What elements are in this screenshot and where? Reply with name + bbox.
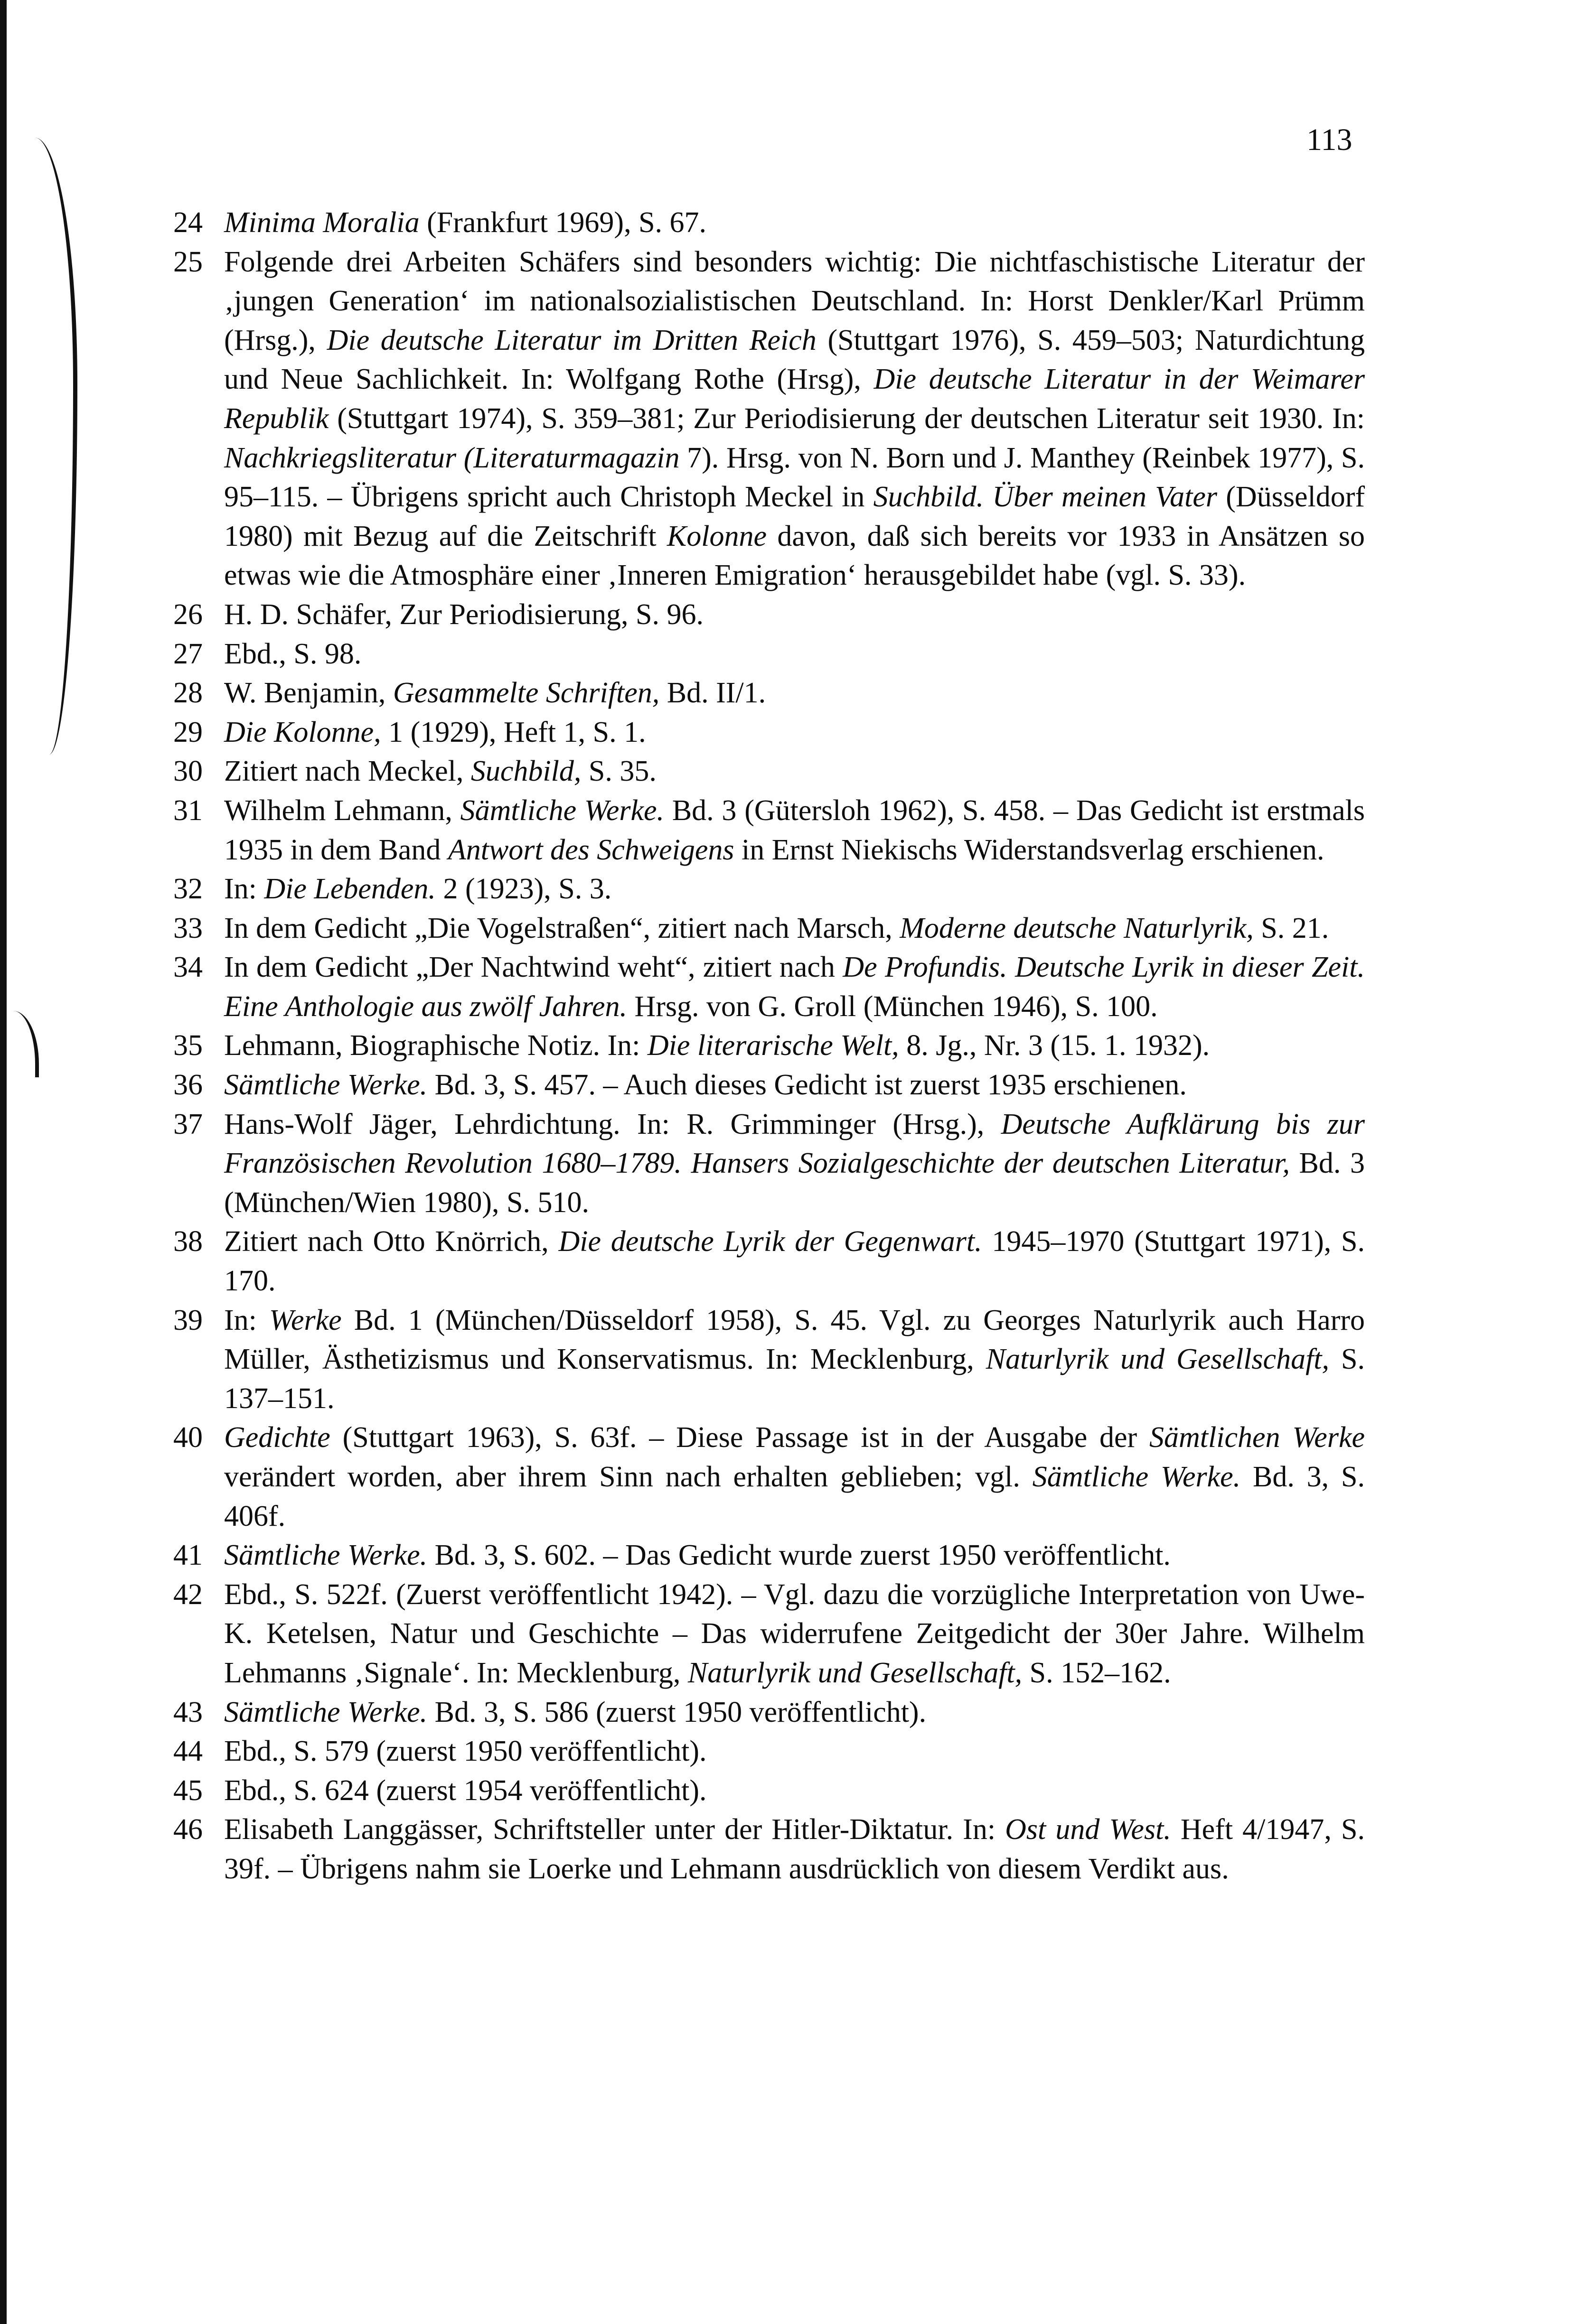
footnote-text-segment: Bd. 3 (Gütersloh 1962), S. 458. – Das Gedicht ist erstmals 1935 in dem Band: [224, 794, 1365, 866]
footnote-text: [224, 1069, 1187, 1101]
footnote-text-segment: Bd. 3, S. 586 (zuerst 1950 veröffentlicht).: [427, 1696, 927, 1728]
footnote-title-italic: Kolonne: [667, 520, 767, 552]
footnote: [173, 673, 1365, 713]
footnote-number: 33: [173, 912, 203, 944]
footnote-text: [224, 1813, 1365, 1885]
footnote-text-segment: Bd. 1 (München/Düsseldorf 1958), S. 45. Vgl. zu Georges Naturlyrik auch Harro Müller, Ästhetizismus und Konservatismus. In: Mecklenburg,: [224, 1304, 1365, 1376]
footnote-number: 42: [173, 1578, 203, 1611]
footnote-text-segment: Wilhelm Lehmann,: [224, 794, 460, 827]
scan-edge-shadow: [0, 0, 7, 2324]
footnote-text: [224, 1225, 1365, 1297]
footnote: [173, 1301, 1365, 1419]
footnote-title-italic: De Profundis. Deutsche Lyrik in dieser Zeit. Eine Anthologie aus zwölf Jahren.: [224, 951, 1365, 1023]
footnote: [173, 948, 1365, 1026]
footnote: [173, 1810, 1365, 1888]
footnote-title-italic: Gedichte: [224, 1421, 330, 1454]
footnote-text-segment: Folgende drei Arbeiten Schäfers sind besonders wichtig: Die nichtfaschistische Literatur der ‚jungen Generation‘ im nationalsozialistischen Deutschland. In: Horst Denkler/Karl Prümm (Hrsg.),: [224, 245, 1365, 356]
footnote-number: 25: [173, 245, 203, 278]
footnote-text-segment: 8. Jg., Nr. 3 (15. 1. 1932).: [899, 1029, 1210, 1062]
footnote-text: [224, 716, 646, 748]
footnote-number: 41: [173, 1539, 203, 1572]
footnote-text-segment: S. 35.: [581, 755, 657, 788]
footnote-title-italic: Naturlyrik und Gesellschaft,: [687, 1656, 1023, 1689]
footnote-text-segment: In:: [224, 873, 264, 905]
footnote-text-segment: (Düsseldorf 1980) mit Bezug auf die Zeitschrift: [224, 481, 1365, 552]
footnote-text-segment: 7). Hrsg. von N. Born und J. Manthey (Reinbek 1977), S. 95–115. – Übrigens spricht auch Christoph Meckel in: [224, 441, 1365, 513]
footnote: [173, 1536, 1365, 1575]
footnote-text: [224, 206, 706, 239]
footnote-text-segment: S. 152–162.: [1022, 1656, 1171, 1689]
footnote-text: [224, 677, 766, 709]
footnote-title-italic: Die deutsche Lyrik der Gegenwart.: [558, 1225, 982, 1258]
footnote-title-italic: Deutsche Aufklärung bis zur Französischen Revolution 1680–1789. Hansers Sozialgeschichte der deutschen Literatur,: [224, 1108, 1365, 1180]
footnote: [173, 752, 1365, 791]
footnote-text-segment: W. Benjamin,: [224, 677, 393, 709]
footnote-title-italic: Naturlyrik und Gesellschaft,: [986, 1343, 1330, 1376]
footnote-text-segment: Zitiert nach Meckel,: [224, 755, 471, 788]
footnote-text-segment: 1 (1929), Heft 1, S. 1.: [381, 716, 646, 748]
footnote-title-italic: Gesammelte Schriften,: [393, 677, 660, 709]
footnote-number: 26: [173, 598, 203, 631]
footnote-title-italic: Minima Moralia: [224, 206, 420, 239]
footnote: [173, 1418, 1365, 1536]
footnote-title-italic: Werke: [269, 1304, 342, 1336]
footnote-number: 30: [173, 755, 203, 788]
footnote-text-segment: 1945–1970 (Stuttgart 1971), S. 170.: [224, 1225, 1365, 1297]
footnote-text-segment: In:: [224, 1304, 269, 1336]
scan-edge-mark: [7, 1011, 39, 1077]
footnote-title-italic: Sämtliche Werke.: [460, 794, 665, 827]
footnote-text: [224, 1578, 1365, 1689]
footnote-title-italic: Ost und West.: [1005, 1813, 1171, 1846]
footnote-text-segment: (Stuttgart 1974), S. 359–381; Zur Periodisierung der deutschen Literatur seit 1930. In:: [329, 402, 1365, 435]
footnote-text-segment: Heft 4/1947, S. 39f. – Übrigens nahm sie Loerke und Lehmann ausdrücklich von diesem Verdikt aus.: [224, 1813, 1365, 1885]
footnote-text-segment: S. 21.: [1253, 912, 1329, 944]
footnote-text: [224, 638, 361, 670]
footnote-number: 44: [173, 1735, 203, 1768]
footnote-text-segment: in Ernst Niekischs Widerstandsverlag erschienen.: [734, 833, 1324, 866]
footnote: [173, 1222, 1365, 1300]
footnote-text: [224, 951, 1365, 1023]
footnote-text-segment: Bd. 3, S. 406f.: [224, 1461, 1365, 1532]
footnote-number: 43: [173, 1696, 203, 1728]
footnote-text-segment: verändert worden, aber ihrem Sinn nach erhalten geblieben; vgl.: [224, 1461, 1033, 1493]
footnote-number: 38: [173, 1225, 203, 1258]
footnote-title-italic: Nachkriegsliteratur (Literaturmagazin: [224, 441, 680, 474]
footnote: [173, 869, 1365, 909]
footnote-text-segment: 2 (1923), S. 3.: [435, 873, 612, 905]
footnote-text: [224, 1304, 1365, 1415]
footnote: [173, 1771, 1365, 1811]
footnote-number: 36: [173, 1069, 203, 1101]
footnote-text: [224, 1696, 926, 1728]
footnote-text: [224, 794, 1365, 866]
footnote-text: [224, 246, 1365, 592]
footnote-title-italic: Die literarische Welt,: [647, 1029, 899, 1062]
footnote-text-segment: S. 137–151.: [224, 1343, 1365, 1415]
footnote-number: 46: [173, 1813, 203, 1846]
footnote: [173, 1693, 1365, 1732]
footnote-title-italic: Die deutsche Literatur im Dritten Reich: [327, 324, 817, 356]
footnote-text: [224, 1029, 1210, 1062]
footnote-title-italic: Sämtliche Werke.: [224, 1069, 428, 1101]
footnote-number: 34: [173, 951, 203, 984]
footnote: [173, 595, 1365, 635]
footnote-text-segment: Elisabeth Langgässer, Schriftsteller unter der Hitler-Diktatur. In:: [224, 1813, 1005, 1846]
footnote-text-segment: Bd. II/1.: [659, 677, 766, 709]
footnote: [173, 1105, 1365, 1223]
footnote-number: 29: [173, 716, 203, 748]
footnote-text: [224, 1421, 1365, 1532]
footnote-number: 40: [173, 1421, 203, 1454]
footnote-number: 35: [173, 1029, 203, 1062]
footnote-text-segment: In dem Gedicht „Der Nachtwind weht“, zitiert nach: [224, 951, 843, 984]
footnote-text-segment: Hrsg. von G. Groll (München 1946), S. 100.: [627, 990, 1158, 1023]
footnote-number: 45: [173, 1774, 203, 1807]
footnote-title-italic: Antwort des Schweigens: [448, 833, 734, 866]
footnote-title-italic: Moderne deutsche Naturlyrik,: [900, 912, 1254, 944]
footnote-number: 39: [173, 1304, 203, 1336]
footnote: [173, 203, 1365, 243]
footnote: [173, 1065, 1365, 1105]
footnote-text-segment: H. D. Schäfer, Zur Periodisierung, S. 96.: [224, 598, 704, 631]
footnote-text-segment: (Stuttgart 1976), S. 459–503; Naturdichtung und Neue Sachlichkeit. In: Wolfgang Rothe (Hrsg),: [224, 324, 1365, 396]
footnote-text-segment: Ebd., S. 522f. (Zuerst veröffentlicht 1942). – Vgl. dazu die vorzügliche Interpretation von Uwe-K. Ketelsen, Natur und Geschichte – Das widerrufene Zeitgedicht der 30er Jahre. Wilhelm Lehmanns ‚Signale‘. In: Mecklenburg,: [224, 1578, 1365, 1689]
footnote-text: [224, 1735, 706, 1767]
footnote-text-segment: In dem Gedicht „Die Vogelstraßen“, zitiert nach Marsch,: [224, 912, 900, 944]
scan-edge-curl: [7, 138, 77, 755]
footnote-text-segment: Ebd., S. 624 (zuerst 1954 veröffentlicht).: [224, 1774, 707, 1807]
footnote: [173, 909, 1365, 948]
footnote-title-italic: Die Kolonne,: [224, 716, 381, 748]
footnote: [173, 713, 1365, 752]
footnote-title-italic: Suchbild. Über meinen Vater: [873, 481, 1218, 513]
footnote-title-italic: Die Lebenden.: [264, 873, 436, 905]
footnote-title-italic: Sämtlichen Werke: [1149, 1421, 1365, 1454]
footnote-number: 27: [173, 637, 203, 670]
footnote: [173, 1732, 1365, 1771]
footnote-text-segment: Lehmann, Biographische Notiz. In:: [224, 1029, 648, 1062]
footnote: [173, 1026, 1365, 1065]
footnote-text-segment: Bd. 3, S. 457. – Auch dieses Gedicht ist zuerst 1935 erschienen.: [427, 1069, 1187, 1101]
footnote-number: 37: [173, 1108, 203, 1140]
footnote-title-italic: Sämtliche Werke.: [224, 1539, 428, 1572]
footnote-text: [224, 873, 611, 905]
footnote-title-italic: Suchbild,: [470, 755, 582, 788]
footnote-text-segment: Ebd., S. 98.: [224, 637, 362, 670]
footnote-number: 24: [173, 206, 203, 239]
footnote-text-segment: Ebd., S. 579 (zuerst 1950 veröffentlicht).: [224, 1735, 707, 1768]
footnote-number: 31: [173, 794, 203, 827]
footnote-text-segment: (Frankfurt 1969), S. 67.: [419, 206, 707, 239]
footnote-text-segment: Bd. 3, S. 602. – Das Gedicht wurde zuerst 1950 veröffentlicht.: [427, 1539, 1171, 1572]
footnote-title-italic: Sämtliche Werke.: [224, 1696, 428, 1728]
footnote-number: 32: [173, 873, 203, 905]
footnote-list: [173, 203, 1365, 1889]
footnote-text-segment: davon, daß sich bereits vor 1933 in Ansätzen so etwas wie die Atmosphäre einer ‚Inneren Emigration‘ herausgebildet habe (vgl. S. 33).: [224, 520, 1365, 592]
footnote-text-segment: Zitiert nach Otto Knörrich,: [224, 1225, 559, 1258]
page-number: 113: [1306, 122, 1352, 157]
footnote-title-italic: Die deutsche Literatur in der Weimarer Republik: [224, 363, 1365, 435]
footnote-number: 28: [173, 677, 203, 709]
footnote-text: [224, 1539, 1171, 1571]
footnote-text: [224, 1108, 1365, 1219]
footnote: [173, 1575, 1365, 1693]
footnote-text: [224, 755, 657, 787]
footnote-text-segment: (Stuttgart 1963), S. 63f. – Diese Passage ist in der Ausgabe der: [330, 1421, 1150, 1454]
footnote-text: [224, 598, 704, 631]
footnote-title-italic: Sämtliche Werke.: [1032, 1461, 1241, 1493]
footnote-text: [224, 1774, 706, 1807]
footnote-text: [224, 912, 1329, 944]
footnote-text-segment: Bd. 3 (München/Wien 1980), S. 510.: [224, 1147, 1365, 1219]
footnote: [173, 635, 1365, 674]
footnote: [173, 791, 1365, 869]
footnote-text-segment: Hans-Wolf Jäger, Lehrdichtung. In: R. Grimminger (Hrsg.),: [224, 1108, 1001, 1140]
footnote: [173, 243, 1365, 595]
